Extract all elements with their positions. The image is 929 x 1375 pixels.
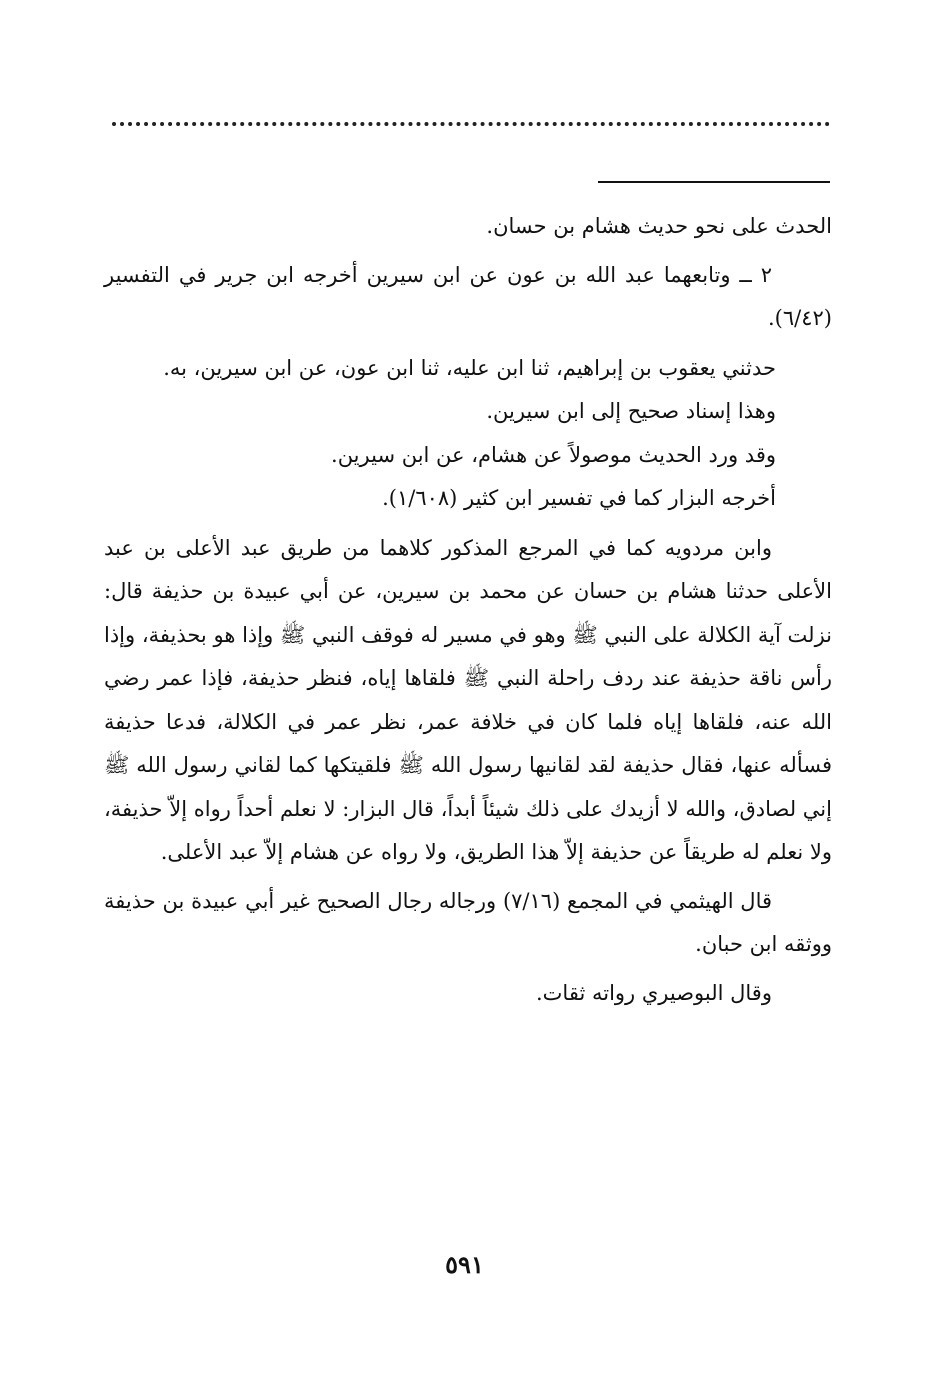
dotted-separator — [112, 122, 830, 136]
footnote-rule — [598, 181, 830, 183]
paragraph: قال الهيثمي في المجمع (٧/١٦) ورجاله رجال الصحيح غير أبي عبيدة بن حذيفة ووثقه ابن حبان. — [104, 888, 832, 956]
footnote-text — [104, 205, 832, 1020]
paragraph: حدثني يعقوب بن إبراهيم، ثنا ابن عليه، ثنا ابن عون، عن ابن سيرين، به. — [163, 355, 776, 380]
paragraph: وابن مردويه كما في المرجع المذكور كلاهما من طريق عبد الأعلى بن عبد الأعلى حدثنا هشام بن حسان عن محمد بن سيرين، عن أبي عبيدة بن حذيفة قال: نزلت آية الكلالة على النبي ﷺ وهو في مسير له فوقف النبي ﷺ وإذا هو بحذيفة، وإذا رأس ناقة حذيفة عند ردف راحلة النبي ﷺ فلقاها إياه، فنظر حذيفة، فإذا عمر رضي الله عنه، فلقاها إياه فلما كان في خلافة عمر، نظر عمر في الكلالة، فدعا حذيفة فسأله عنها، فقال حذيفة لقد لقانيها رسول الله ﷺ فلقيتكها كما لقاني رسول الله ﷺ إني لصادق، والله لا أزيدك على ذلك شيئاً أبداً، قال البزار: لا نعلم أحداً رواه إلاّ حذيفة، ولا نعلم له طريقاً عن حذيفة إلاّ هذا الطريق، ولا رواه عن هشام إلاّ عبد الأعلى. — [104, 535, 832, 864]
paragraph: وهذا إسناد صحيح إلى ابن سيرين. — [486, 399, 776, 423]
paragraph: الحدث على نحو حديث هشام بن حسان. — [486, 214, 832, 238]
paragraph: ٢ ــ وتابعهما عبد الله بن عون عن ابن سيرين أخرجه ابن جرير في التفسير (٦/٤٢). — [104, 262, 832, 330]
paragraph: أخرجه البزار كما في تفسير ابن كثير (١/٦٠٨). — [382, 486, 776, 510]
page-number: ٥٩١ — [445, 1250, 484, 1279]
paragraph: وقال البوصيري رواته ثقات. — [535, 980, 772, 1005]
paragraph: وقد ورد الحديث موصولاً عن هشام، عن ابن سيرين. — [331, 442, 776, 467]
